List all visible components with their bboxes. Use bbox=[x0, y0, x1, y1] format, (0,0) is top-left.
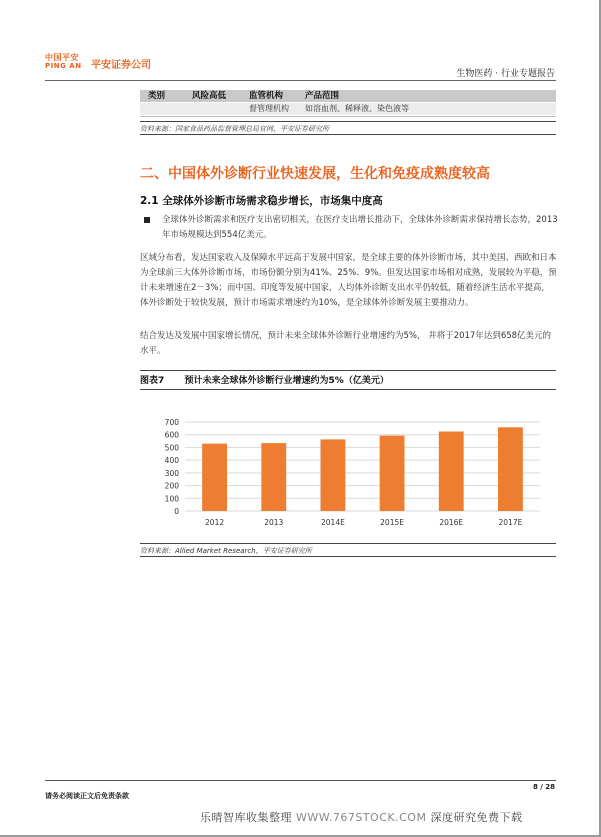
subsection-title: 2.1 全球体外诊断市场需求稳步增长，市场集中度高 bbox=[140, 195, 383, 207]
paragraph: 全球体外诊断需求和医疗支出密切相关，在医疗支出增长推动下，全球体外诊断需求保持增长态势，2013年市场规模达到554亿美元。 bbox=[162, 215, 558, 240]
disclaimer: 请务必阅读正文后免责条款 bbox=[45, 792, 129, 800]
watermark-text: 乐晴智库收集整理 bbox=[200, 811, 292, 824]
bar bbox=[380, 436, 405, 511]
section-title: 二、中国体外诊断行业快速发展，生化和免疫成熟度较高 bbox=[140, 166, 490, 182]
table-header-cell: 产品范围 bbox=[305, 91, 340, 101]
x-tick-label: 2012 bbox=[205, 518, 225, 527]
x-tick-label: 2017E bbox=[498, 518, 523, 527]
report-type: 生物医药 · 行业专题报告 bbox=[456, 69, 555, 79]
source-rule bbox=[140, 556, 556, 557]
bar bbox=[439, 432, 464, 511]
figure-rule bbox=[140, 389, 556, 390]
figure-source: 资料来源：Allied Market Research，平安证券研究所 bbox=[140, 547, 312, 555]
logo-text-en: PING AN bbox=[45, 62, 82, 70]
table-cell: 如溶血剂、稀释液、染色液等 bbox=[305, 104, 409, 113]
x-tick-label: 2015E bbox=[380, 518, 404, 527]
footer-divider bbox=[45, 780, 556, 781]
company-name: 平安证券公司 bbox=[91, 60, 151, 71]
bar bbox=[202, 444, 227, 511]
page-number: 8 / 28 bbox=[532, 783, 555, 791]
y-tick-label: 600 bbox=[164, 430, 179, 440]
x-tick-label: 2016E bbox=[439, 518, 464, 527]
table-header-cell: 风险高低 bbox=[192, 91, 227, 101]
figure-title bbox=[140, 373, 389, 386]
x-tick-label: 2013 bbox=[264, 518, 284, 527]
y-tick-label: 300 bbox=[164, 468, 179, 478]
watermark bbox=[200, 809, 522, 825]
source-rule bbox=[140, 543, 556, 544]
table-source: 资料来源：国家食品药品监督管理总局官网，平安证券研究所 bbox=[140, 125, 329, 133]
table-cell: 督管理机构 bbox=[249, 104, 289, 113]
square-bullet-icon bbox=[144, 217, 150, 223]
source-rule bbox=[140, 121, 556, 122]
bar bbox=[320, 439, 345, 511]
header-divider bbox=[45, 80, 556, 81]
figure-rule bbox=[140, 370, 556, 371]
source-rule bbox=[140, 134, 556, 135]
y-tick-label: 200 bbox=[164, 481, 179, 491]
bar-chart bbox=[140, 410, 556, 535]
y-tick-label: 100 bbox=[164, 494, 179, 504]
paragraph: 结合发达及发展中国家增长情况，预计未来全球体外诊断行业增速约为5%， 并将于2017年达到658亿美元的水平。 bbox=[140, 331, 552, 356]
logo-text-cn: 中国平安 bbox=[45, 53, 79, 62]
watermark-url: WWW.767STOCK.COM bbox=[296, 811, 427, 824]
watermark-text: 深度研究免费下载 bbox=[430, 811, 523, 824]
figure-label: 图表7 bbox=[140, 376, 165, 386]
bar bbox=[498, 427, 523, 511]
table-header-cell: 类别 bbox=[148, 91, 166, 101]
y-tick-label: 700 bbox=[164, 418, 179, 427]
table-header-cell: 监管机构 bbox=[249, 91, 284, 101]
y-tick-label: 400 bbox=[164, 456, 179, 466]
bar bbox=[261, 443, 286, 511]
figure-caption: 预计未来全球体外诊断行业增速约为5%（亿美元） bbox=[184, 376, 389, 386]
y-tick-label: 0 bbox=[174, 507, 179, 516]
table-bottom-border bbox=[140, 116, 556, 117]
x-tick-label: 2014E bbox=[321, 518, 345, 527]
paragraph: 区域分布看，发达国家收入及保障水平远高于发展中国家，是全球主要的体外诊断市场，其中美国、西欧和日本为全球前三大体外诊断市场，市场份额分别为41%、25%、9%。但发达国家市场相对成熟，发展较为平稳，预计未来增速在2－3%；而中国、印度等发展中国家，人均体外诊断支出水平仍较低，随着经济生活水平提高，体外诊断处于较快发展，预计市场需求增速约为10%，是全球体外诊断发展主要推动力。 bbox=[140, 253, 557, 308]
y-tick-label: 500 bbox=[164, 443, 179, 453]
